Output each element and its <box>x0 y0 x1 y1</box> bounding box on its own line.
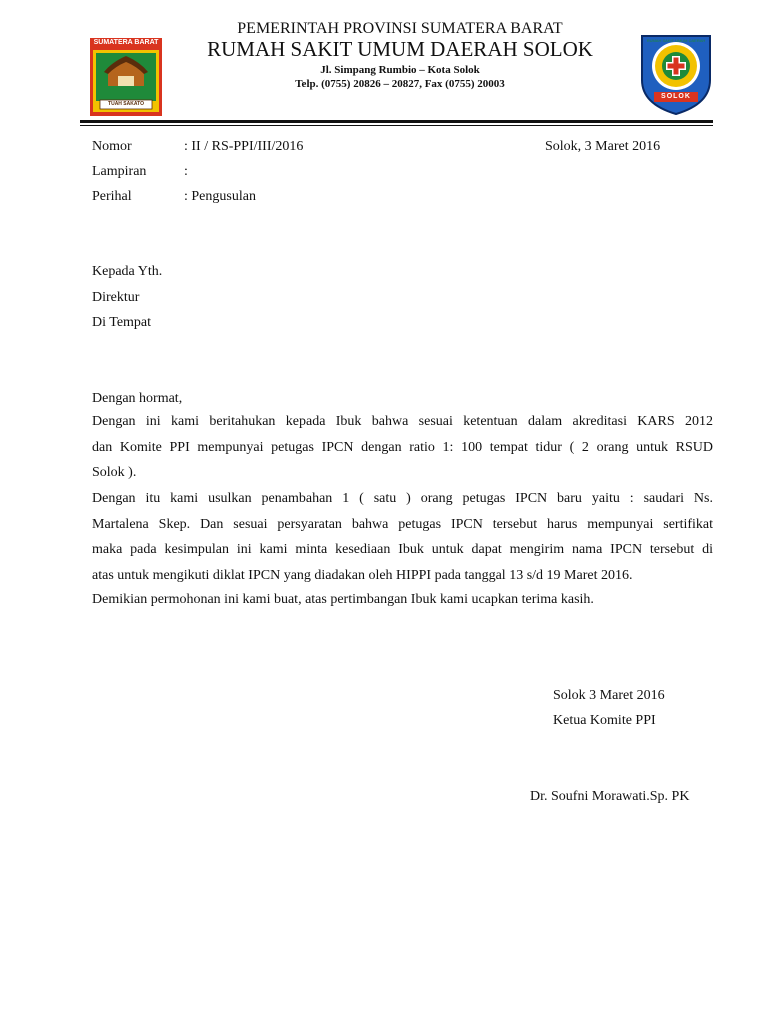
paragraph-2-line: maka pada kesimpulan ini kami minta kesediaan Ibuk untuk dapat mengirim nama IPCN tersebut di <box>92 542 713 557</box>
paragraph-1-line: Solok ). <box>92 465 137 480</box>
signature-title: Ketua Komite PPI <box>553 713 656 728</box>
paragraph-1-line: dan Komite PPI mempunyai petugas IPCN dengan ratio 1: 100 tempat tidur ( 2 orang untuk RSUD <box>92 439 713 455</box>
body-paragraph-2 <box>92 486 713 588</box>
letter-date: Solok, 3 Maret 2016 <box>545 139 661 154</box>
letterhead-address: Jl. Simpang Rumbio – Kota Solok <box>320 64 480 76</box>
lampiran-value: : <box>184 164 188 179</box>
paragraph-2-line: Martalena Skep. Dan sesuai persyaratan bahwa petugas IPCN tersebut harus mempunyai sertifikat <box>92 516 713 532</box>
letterhead-divider-thick <box>80 120 713 123</box>
sumbar-logo-ribbon: TUAH SAKATO <box>108 101 144 107</box>
signature-name: Dr. Soufni Morawati.Sp. PK <box>530 789 690 804</box>
paragraph-2-line: Dengan itu kami usulkan penambahan 1 ( satu ) orang petugas IPCN baru yaitu : saudari Ns. <box>92 491 713 506</box>
sumbar-logo-title: SUMATERA BARAT <box>93 39 159 46</box>
signature-place-date: Solok 3 Maret 2016 <box>553 688 665 703</box>
lampiran-label: Lampiran <box>92 164 147 179</box>
recipient-line-2: Direktur <box>92 290 140 305</box>
closing-sentence: Demikian permohonan ini kami buat, atas pertimbangan Ibuk kami ucapkan terima kasih. <box>92 592 594 607</box>
letterhead-divider-thin <box>80 125 713 126</box>
perihal-value: : Pengusulan <box>184 189 256 204</box>
nomor-label: Nomor <box>92 139 132 154</box>
body-paragraph-1 <box>92 409 713 486</box>
sumbar-logo <box>90 38 162 116</box>
paragraph-1-line: Dengan ini kami beritahukan kepada Ibuk bahwa sesuai ketentuan dalam akreditasi KARS 2012 <box>92 414 713 429</box>
paragraph-2-line: atas untuk mengikuti diklat IPCN yang diadakan oleh HIPPI pada tanggal 13 s/d 19 Maret 2016. <box>92 567 633 583</box>
nomor-value: : II / RS-PPI/III/2016 <box>184 139 304 154</box>
perihal-label: Perihal <box>92 189 132 204</box>
solok-logo-label: SOLOK <box>661 93 691 100</box>
letterhead-government: PEMERINTAH PROVINSI SUMATERA BARAT <box>237 20 563 37</box>
solok-logo-arc-text: RUMAH SAKIT UMUM DAERAH <box>646 38 706 43</box>
salutation: Dengan hormat, <box>92 391 183 406</box>
recipient-line-3: Di Tempat <box>92 315 152 330</box>
recipient-line-1: Kepada Yth. <box>92 264 163 279</box>
letterhead-hospital-name: RUMAH SAKIT UMUM DAERAH SOLOK <box>207 37 593 61</box>
letterhead-contact: Telp. (0755) 20826 – 20827, Fax (0755) 20003 <box>295 78 505 90</box>
solok-logo <box>638 30 714 116</box>
